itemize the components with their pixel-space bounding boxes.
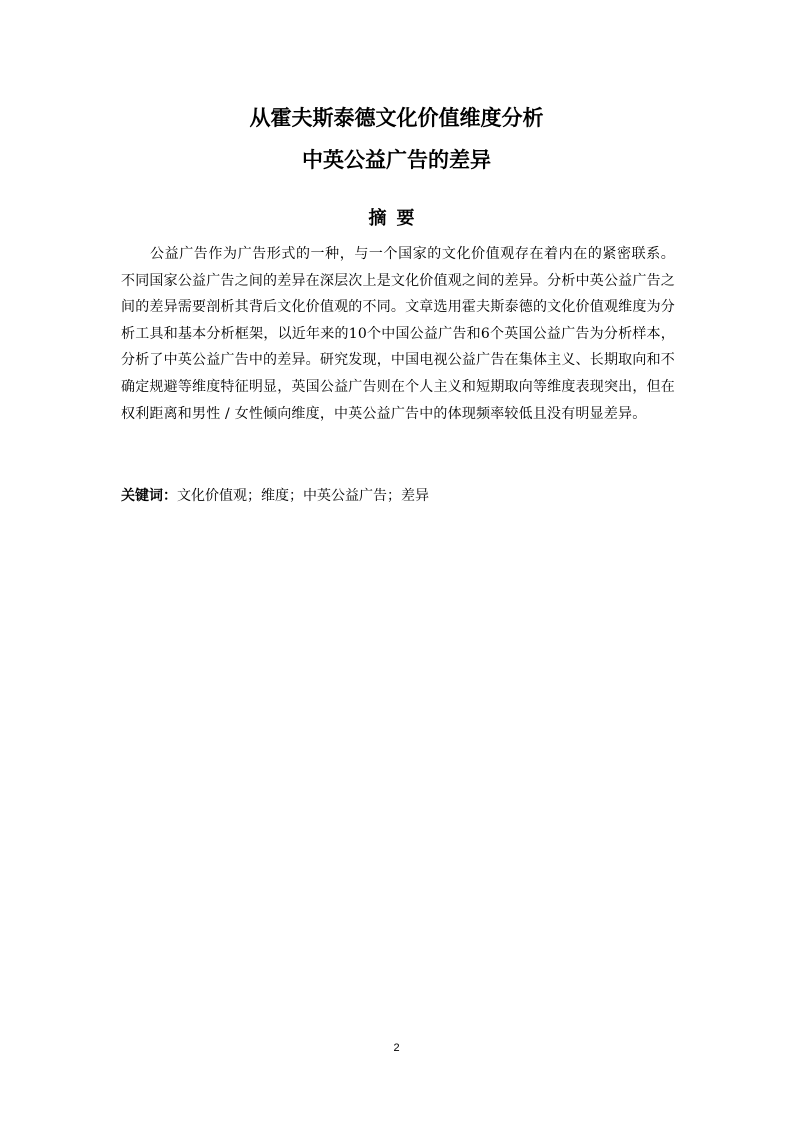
keywords-line [121, 484, 675, 508]
abstract-paragraph: 公益广告作为广告形式的一种，与一个国家的文化价值观存在着内在的紧密联系。不同国家公益广告之间的差异在深层次上是文化价值观之间的差异。分析中英公益广告之间的差异需要剖析其背后文化价值观的不同。文章选用霍夫斯泰德的文化价值观维度为分析工具和基本分析框架，以近年来的10个中国公益广告和6个英国公益广告为分析样本，分析了中英公益广告中的差异。研究发现，中国电视公益广告在集体主义、长期取向和不确定规避等维度特征明显，英国公益广告则在个人主义和短期取向等维度表现突出，但在权利距离和男性 / 女性倾向维度，中英公益广告中的体现频率较低且没有明显差异。 [121, 246, 675, 422]
keywords-label: 关键词： [121, 488, 177, 504]
document-title-line-1: 从霍夫斯泰德文化价值维度分析 [249, 106, 544, 130]
abstract-heading: 摘要 [368, 208, 425, 229]
keywords-value: 文化价值观；维度；中英公益广告；差异 [177, 488, 429, 504]
document-title-line-2: 中英公益广告的差异 [302, 148, 491, 172]
page-number: 2 [393, 1042, 400, 1054]
